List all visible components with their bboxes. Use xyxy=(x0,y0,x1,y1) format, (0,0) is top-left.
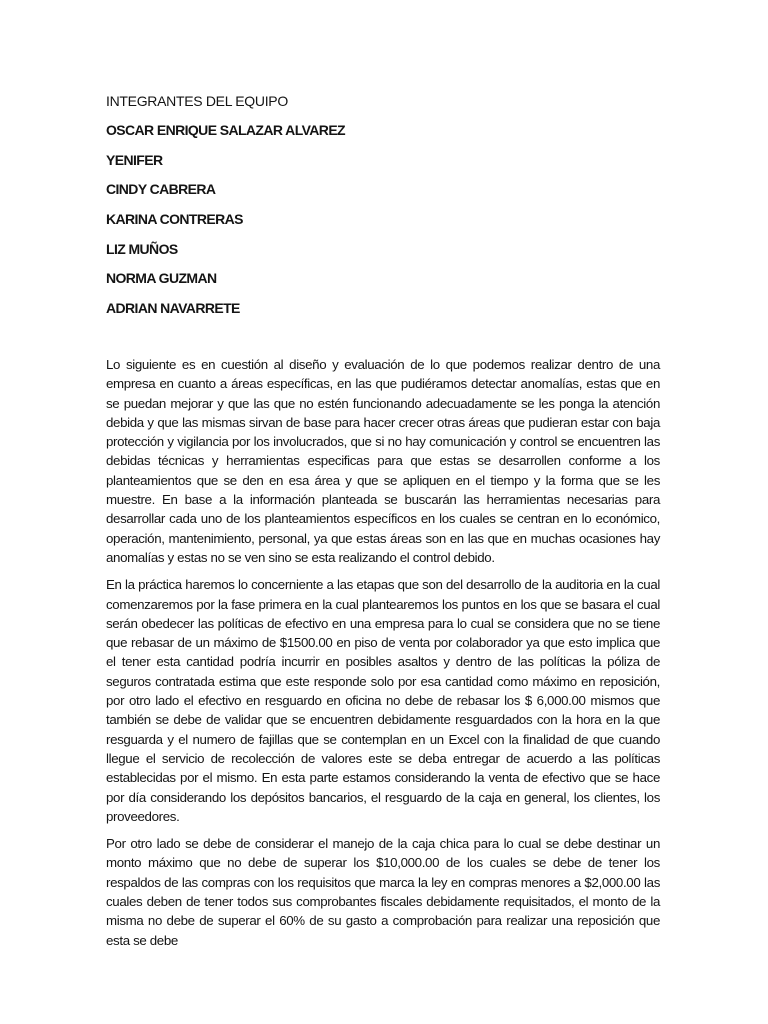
paragraph-petty-cash: Por otro lado se debe de considerar el manejo de la caja chica para lo cual se debe destinar un monto máximo que no debe de superar los $10,000.00 de los cuales se debe de tener los respaldos de las compras con los requisitos que marca la ley en compras menores a $2,000.00 las cuales deben de tener todos sus comprobantes fiscales debidamente requisitados, el monto de la misma no debe de superar el 60% de su gasto a comprobación para realizar una reposición que esta se debe xyxy=(106,836,660,948)
team-members-list xyxy=(106,120,345,328)
team-member-name: KARINA CONTRERAS xyxy=(106,211,243,228)
team-member-name: ADRIAN NAVARRETE xyxy=(106,300,240,317)
team-member-name: NORMA GUZMAN xyxy=(106,270,217,287)
paragraph-intro: Lo siguiente es en cuestión al diseño y evaluación de lo que podemos realizar dentro de una empresa en cuanto a áreas específicas, en las que pudiéramos detectar anomalías, estas que en se puedan mejorar y que las que no estén funcionando adecuadamente se les ponga la atención debida y que las mismas sirvan de base para hacer crecer otras áreas que pudieran estar con baja protección y vigilancia por los involucrados, que si no hay comunicación y control se encuentren las debidas técnicas y herramientas especificas para que estas se desarrollen conforme a los planteamientos que se den en esa área y que se apliquen en el tiempo y la forma que se les muestre. En base a la información planteada se buscarán las herramientas necesarias para desarrollar cada uno de los planteamientos específicos en los cuales se centran en lo económico, operación, mantenimiento, personal, ya que estas áreas son en las que en muchas ocasiones hay anomalías y estas no se ven sino se esta realizando el control debido. xyxy=(106,357,660,565)
team-member-name: LIZ MUÑOS xyxy=(106,240,178,257)
document-page xyxy=(106,0,660,1024)
section-title: INTEGRANTES DEL EQUIPO xyxy=(106,93,288,109)
body-text xyxy=(106,355,660,958)
team-member-name: YENIFER xyxy=(106,151,163,168)
team-member-name: CINDY CABRERA xyxy=(106,181,216,198)
team-member-name: OSCAR ENRIQUE SALAZAR ALVAREZ xyxy=(106,122,346,138)
paragraph-practice: En la práctica haremos lo concerniente a las etapas que son del desarrollo de la auditoria en la cual comenzaremos por la fase primera en la cual plantearemos los puntos en los que se basara el cual serán obedecer las políticas de efectivo en una empresa para lo cual se considera que no se tiene que rebasar de un máximo de $1500.00 en piso de venta por colaborador ya que esto implica que el tener esta cantidad podría incurrir en posibles asaltos y dentro de las políticas la póliza de seguros contratada estima que este responde solo por esa cantidad como máximo en reposición, por otro lado el efectivo en resguardo en oficina no debe de rebasar los $ 6,000.00 mismos que también se debe de validar que se encuentren debidamente resguardados con la hora en la que resguarda y el numero de fajillas que se contemplan en un Excel con la finalidad de que cuando llegue el servicio de recolección de valores este se deba entregar de acuerdo a las políticas establecidas por el mismo. En esta parte estamos considerando la venta de efectivo que se hace por día considerando los depósitos bancarios, el resguardo de la caja en general, los clientes, los proveedores. xyxy=(106,577,660,824)
